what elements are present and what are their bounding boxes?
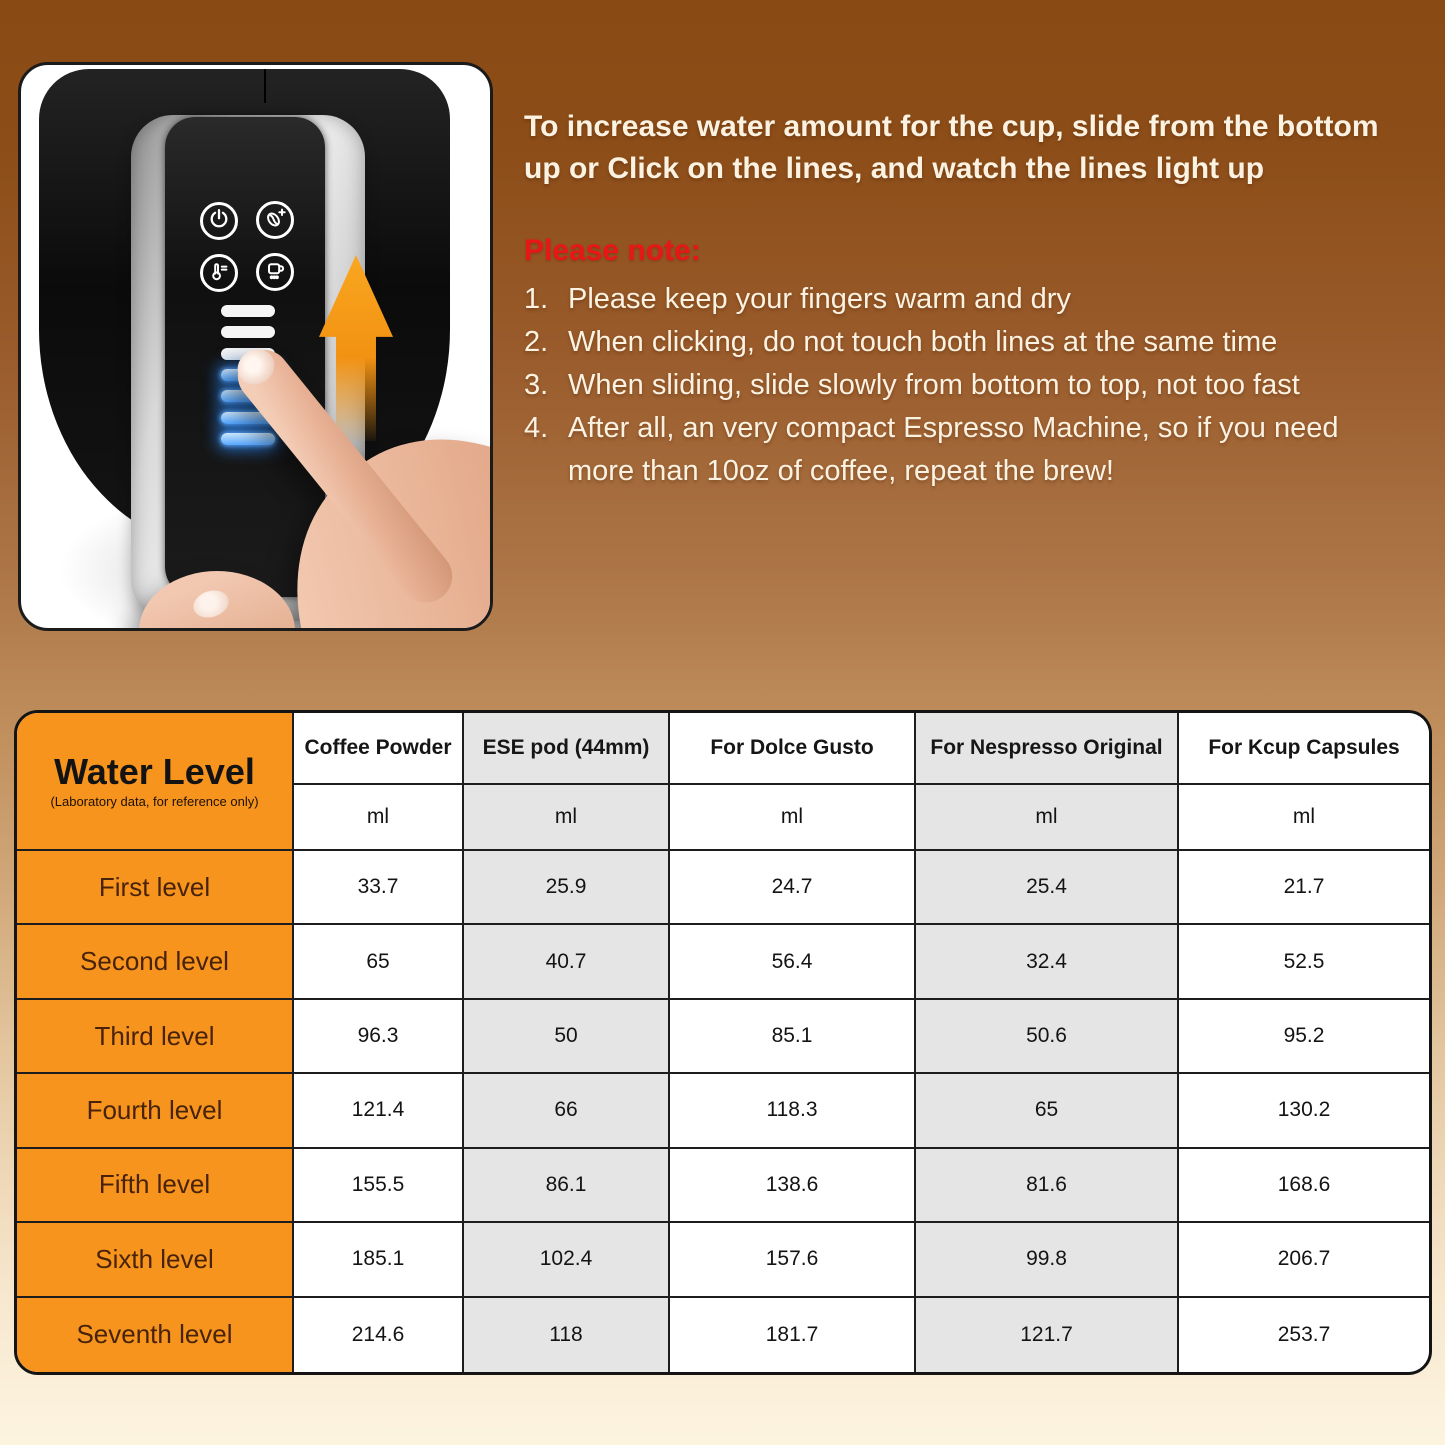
value-cell: 65 [294, 925, 464, 999]
note-number: 3. [524, 368, 549, 401]
note-text: When sliding, slide slowly from bottom to top, not too fast [568, 368, 1300, 401]
water-level-table [14, 710, 1432, 1375]
value-cell: 66 [464, 1074, 670, 1148]
table-subtitle: (Laboratory data, for reference only) [50, 793, 259, 809]
column-header: For Kcup Capsules [1179, 713, 1429, 785]
unit-cell: ml [1179, 785, 1429, 851]
value-cell: 206.7 [1179, 1223, 1429, 1297]
table-title: Water Level [54, 751, 255, 793]
value-cell: 138.6 [670, 1149, 916, 1223]
column-header: Coffee Powder [294, 713, 464, 785]
value-cell: 185.1 [294, 1223, 464, 1297]
value-cell: 65 [916, 1074, 1179, 1148]
value-cell: 121.4 [294, 1074, 464, 1148]
notes-list [524, 278, 1382, 493]
table-title-cell [17, 713, 294, 851]
value-cell: 21.7 [1179, 851, 1429, 925]
value-cell: 121.7 [916, 1298, 1179, 1372]
note-item [524, 278, 1382, 321]
value-cell: 214.6 [294, 1298, 464, 1372]
row-label: Fifth level [17, 1149, 294, 1223]
row-label: Third level [17, 1000, 294, 1074]
note-item [524, 364, 1382, 407]
row-label: Second level [17, 925, 294, 999]
value-cell: 56.4 [670, 925, 916, 999]
row-label: Sixth level [17, 1223, 294, 1297]
value-cell: 33.7 [294, 851, 464, 925]
column-header: For Dolce Gusto [670, 713, 916, 785]
hand [21, 65, 490, 628]
value-cell: 102.4 [464, 1223, 670, 1297]
instruction-heading: To increase water amount for the cup, slide from the bottom up or Click on the lines, and watch the lines light up [524, 110, 1379, 185]
note-number: 1. [524, 283, 549, 315]
value-cell: 130.2 [1179, 1074, 1429, 1148]
note-item [524, 321, 1382, 364]
value-cell: 86.1 [464, 1149, 670, 1223]
unit-cell: ml [294, 785, 464, 851]
value-cell: 155.5 [294, 1149, 464, 1223]
value-cell: 25.4 [916, 851, 1179, 925]
value-cell: 157.6 [670, 1223, 916, 1297]
value-cell: 85.1 [670, 1000, 916, 1074]
column-header: ESE pod (44mm) [464, 713, 670, 785]
unit-cell: ml [464, 785, 670, 851]
value-cell: 253.7 [1179, 1298, 1429, 1372]
instructions-block [524, 106, 1382, 493]
value-cell: 24.7 [670, 851, 916, 925]
unit-cell: ml [670, 785, 916, 851]
value-cell: 168.6 [1179, 1149, 1429, 1223]
row-label: Fourth level [17, 1074, 294, 1148]
note-text: When clicking, do not touch both lines at the same time [568, 325, 1278, 358]
row-label: First level [17, 851, 294, 925]
machine-photo [18, 62, 493, 631]
value-cell: 32.4 [916, 925, 1179, 999]
value-cell: 25.9 [464, 851, 670, 925]
value-cell: 95.2 [1179, 1000, 1429, 1074]
value-cell: 118.3 [670, 1074, 916, 1148]
note-text: After all, an very compact Espresso Machine, so if you need more than 10oz of coffee, repeat the brew! [568, 411, 1339, 487]
value-cell: 81.6 [916, 1149, 1179, 1223]
value-cell: 181.7 [670, 1298, 916, 1372]
value-cell: 50.6 [916, 1000, 1179, 1074]
value-cell: 118 [464, 1298, 670, 1372]
column-header: For Nespresso Original [916, 713, 1179, 785]
row-label: Seventh level [17, 1298, 294, 1372]
value-cell: 40.7 [464, 925, 670, 999]
please-note-label: Please note: [524, 234, 701, 267]
unit-cell: ml [916, 785, 1179, 851]
value-cell: 52.5 [1179, 925, 1429, 999]
note-text: Please keep your fingers warm and dry [568, 283, 1071, 315]
value-cell: 50 [464, 1000, 670, 1074]
note-number: 4. [524, 411, 549, 444]
note-number: 2. [524, 325, 549, 358]
note-item [524, 407, 1382, 493]
value-cell: 96.3 [294, 1000, 464, 1074]
value-cell: 99.8 [916, 1223, 1179, 1297]
